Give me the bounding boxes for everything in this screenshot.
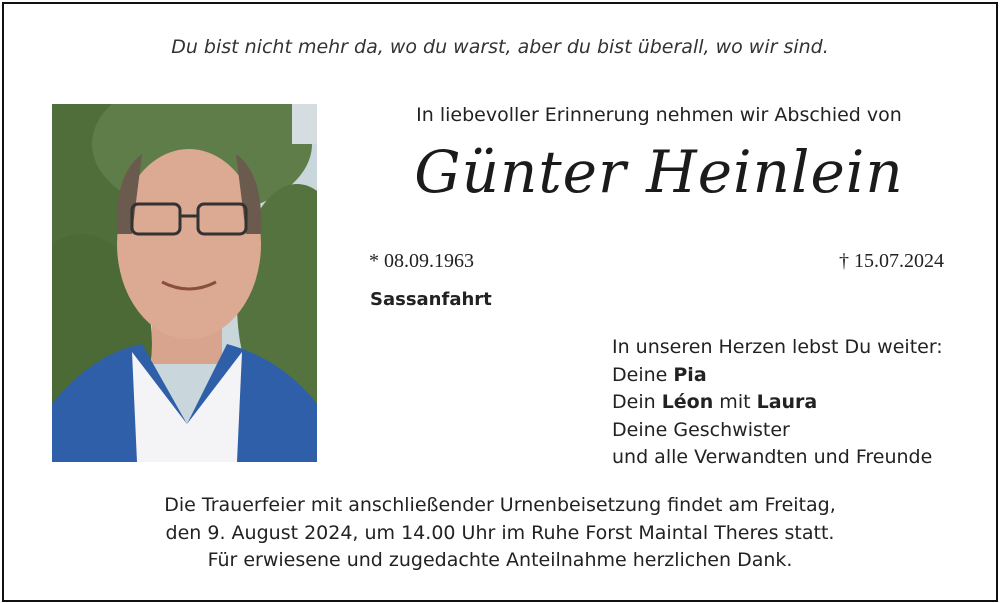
notice-line: den 9. August 2024, um 14.00 Uhr im Ruhe Forst Maintal Theres statt. (165, 521, 835, 544)
notice-line: Die Trauerfeier mit anschließender Urnenbeisetzung findet am Freitag, (164, 494, 836, 516)
memorial-quote: Du bist nicht mehr da, wo du warst, aber du bist überall, wo wir sind. (171, 36, 829, 58)
mourner-line-children (612, 389, 943, 417)
death-date: † 15.07.2024 (839, 250, 944, 272)
mourner-connector: mit (713, 391, 757, 413)
portrait-illustration (52, 104, 317, 462)
mourner-line-siblings: Deine Geschwister (612, 418, 790, 441)
birth-date: * 08.09.1963 (369, 250, 474, 272)
mourners-list (612, 334, 943, 472)
mourners-heading: In unseren Herzen lebst Du weiter: (612, 336, 943, 358)
portrait-photo (52, 104, 317, 462)
farewell-intro: In liebevoller Erinnerung nehmen wir Abschied von (416, 104, 902, 126)
obituary-card (2, 2, 998, 602)
notice-line: Für erwiesene und zugedachte Anteilnahme herzlichen Dank. (207, 549, 793, 571)
mourner-line-partner (612, 362, 943, 390)
mourner-prefix: Dein (612, 391, 662, 413)
deceased-name: Günter Heinlein (414, 138, 904, 206)
mourner-name: Pia (673, 363, 707, 386)
mourner-prefix: Deine (612, 363, 674, 386)
funeral-notice (4, 492, 996, 575)
mourner-line-relatives: und alle Verwandten und Freunde (612, 446, 933, 468)
mourner-name: Laura (756, 391, 818, 413)
hometown: Sassanfahrt (370, 289, 492, 310)
mourner-name: Léon (661, 391, 714, 413)
